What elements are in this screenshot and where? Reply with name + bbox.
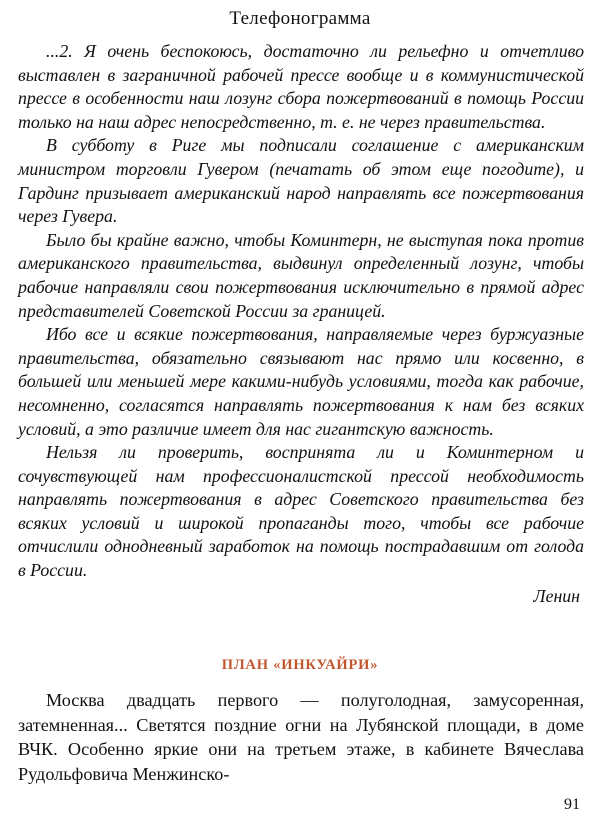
telegram-text: [18, 40, 584, 608]
telegram-paragraph: В субботу в Риге мы подписали соглашение с американским министром торговли Гувером (печатать об этом еще погодите), и Гардинг призывает американский народ направлять все пожертвования через Гувера.: [18, 135, 584, 227]
section-title: ПЛАН «ИНКУАЙРИ»: [221, 657, 379, 673]
body-text: [18, 688, 584, 786]
telegram-paragraph: Ибо все и всякие пожертвования, направляемые через буржуазные правительства, обязательно связывают нас прямо или косвенно, в большей или меньшей мере какими-нибудь условиями, тогда как рабочие, несомненно, согласятся направлять пожертвования к нам без всяких условий, а это различие имеет для нас гигантскую важность.: [18, 324, 584, 439]
telegram-paragraph: Было бы крайне важно, чтобы Коминтерн, не выступая пока против американского правительства, выдвинул определенный лозунг, чтобы рабочие направляли свои пожертвования исключительно в прямой адрес представителей Советской России за границей.: [18, 229, 584, 321]
document-heading: Телефонограмма: [229, 8, 371, 29]
telegram-paragraph: ...2. Я очень беспокоюсь, достаточно ли рельефно и отчетливо выставлен в заграничной рабочей прессе вообще и в коммунистической прессе в особенности наш лозунг сбора пожертвований в помощь России только на наш адрес непосредственно, т. е. не через правительства.: [18, 41, 584, 132]
signature: Ленин: [533, 585, 580, 606]
page-number: 91: [564, 796, 580, 813]
telegram-paragraph: Нельзя ли проверить, воспринята ли и Коминтерном и сочувствующей нам профессионалистской прессой необходимость направлять пожертвования в адрес Советского правительства без всяких условий и широкой пропаганды того, чтобы все рабочие отчислили однодневный заработок на помощь пострадавшим от голода в России.: [18, 442, 584, 581]
body-paragraph: Москва двадцать первого — полуголодная, замусоренная, затемненная... Светятся поздние огни на Лубянской площади, в доме ВЧК. Особенно яркие они на третьем этаже, в кабинете Вячеслава Рудольфовича Менжинско-: [18, 690, 584, 784]
